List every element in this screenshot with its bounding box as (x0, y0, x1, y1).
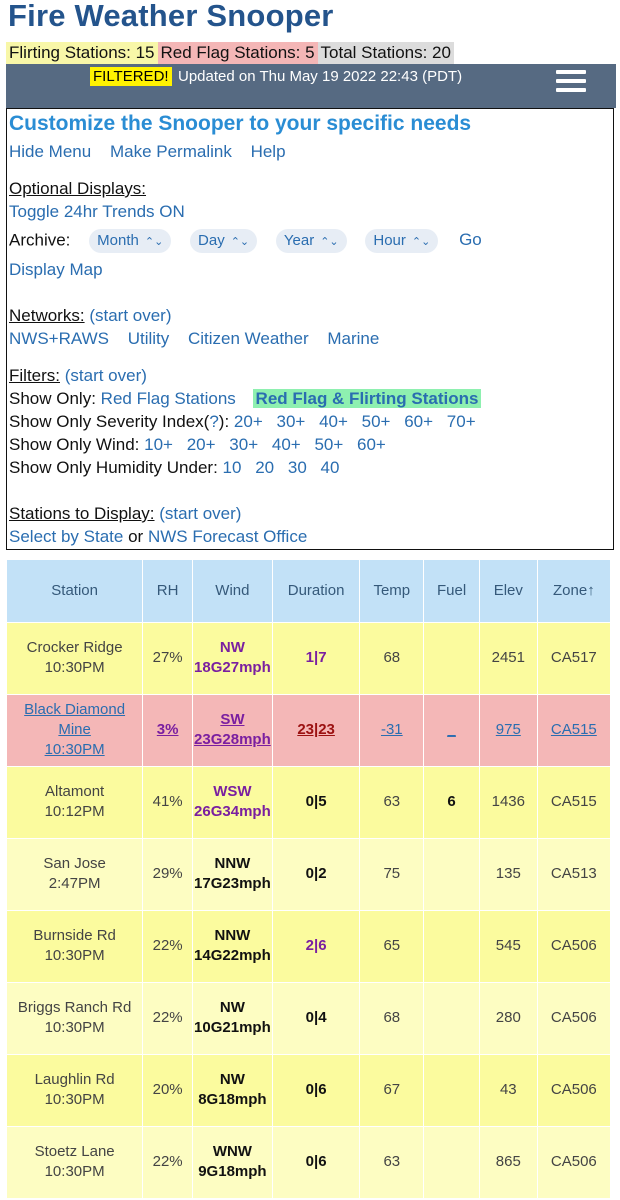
duration-cell (272, 1054, 360, 1126)
elev-value[interactable]: 975 (495, 721, 521, 738)
station-name: Laughlin Rd (34, 1071, 115, 1088)
humidity-40-link[interactable]: 40 (320, 458, 340, 477)
wind-speed: 26G34mph (194, 803, 271, 820)
duration-value[interactable]: 23|23 (297, 721, 335, 738)
red-flag-count: Red Flag Stations: 5 (158, 42, 318, 64)
network-nws-raws-link[interactable]: NWS+RAWS (9, 329, 109, 348)
station-time: 10:30PM (44, 947, 105, 964)
rh-value: 22% (152, 1009, 183, 1026)
severity-20-link[interactable]: 20+ (233, 412, 263, 431)
nws-forecast-office-link[interactable]: NWS Forecast Office (147, 527, 308, 546)
station-cell (7, 694, 143, 766)
networks-label: Networks: (9, 306, 85, 325)
station-counts (6, 42, 454, 64)
fuel-cell (424, 1126, 480, 1198)
stations-table (6, 560, 610, 1198)
networks-heading-row (9, 305, 172, 327)
station-cell (7, 910, 143, 982)
fuel-cell (424, 622, 480, 694)
or-text: or (128, 527, 144, 546)
duration-value: 0|5 (305, 793, 327, 810)
elev-value: 2451 (491, 649, 525, 666)
top-bar (6, 64, 616, 108)
temp-value: 68 (383, 1009, 401, 1026)
zone-cell (537, 838, 610, 910)
duration-value: 1|7 (305, 649, 327, 666)
page-title: Fire Weather Snooper (8, 0, 334, 33)
wind-speed: 10G21mph (194, 1019, 271, 1036)
duration-cell (272, 1126, 360, 1198)
humidity-row (9, 457, 339, 479)
wind-cell (193, 838, 273, 910)
col-rh[interactable]: RH (143, 560, 193, 622)
wind-cell (193, 1054, 273, 1126)
station-name-link[interactable]: Black Diamond Mine (24, 701, 126, 738)
temp-cell (360, 838, 424, 910)
rh-cell (143, 622, 193, 694)
fuel-cell (424, 694, 480, 766)
wind-20-link[interactable]: 20+ (186, 435, 216, 454)
duration-value: 0|4 (305, 1009, 327, 1026)
select-by-state-link[interactable]: Select by State (9, 527, 124, 546)
station-time: 10:30PM (44, 1091, 105, 1108)
total-count: Total Stations: 20 (318, 42, 454, 64)
station-name: San Jose (43, 855, 106, 872)
temp-cell (360, 982, 424, 1054)
table-row[interactable] (7, 694, 611, 766)
wind-cell (193, 982, 273, 1054)
wind-cell (193, 1126, 273, 1198)
rh-cell (143, 766, 193, 838)
wind-direction[interactable]: SW (220, 711, 245, 728)
table-header-row (7, 560, 611, 622)
wind-speed: 18G27mph (194, 659, 271, 676)
humidity-30-link[interactable]: 30 (287, 458, 307, 477)
wind-direction: NW (219, 999, 245, 1016)
table-row[interactable] (7, 1054, 611, 1126)
elev-cell (479, 982, 537, 1054)
zone-cell (537, 910, 610, 982)
zone-value: CA515 (550, 793, 597, 810)
updated-timestamp: Updated on Thu May 19 2022 22:43 (PDT) (178, 68, 463, 85)
rh-cell (143, 982, 193, 1054)
station-time: 10:30PM (44, 1019, 105, 1036)
show-only-label: Show Only: (9, 389, 96, 408)
duration-cell (272, 838, 360, 910)
elev-value: 280 (495, 1009, 521, 1026)
severity-label: Show Only Severity Index( (9, 412, 210, 431)
wind-speed[interactable]: 23G28mph (194, 731, 271, 748)
elev-cell (479, 838, 537, 910)
stations-select-row (9, 526, 307, 548)
fuel-value: 6 (447, 793, 456, 810)
zone-cell (537, 622, 610, 694)
table-row[interactable] (7, 982, 611, 1054)
wind-10-link[interactable]: 10+ (144, 435, 173, 454)
wind-cell (193, 766, 273, 838)
archive-go-link[interactable]: Go (459, 230, 482, 250)
filters-heading-row (9, 365, 147, 387)
elev-cell (479, 622, 537, 694)
wind-speed: 9G18mph (198, 1163, 267, 1181)
zone-value: CA506 (550, 1081, 597, 1098)
severity-60-link[interactable]: 60+ (404, 412, 434, 431)
rh-cell (143, 910, 193, 982)
networks-start-over-link[interactable]: (start over) (89, 306, 172, 325)
zone-value: CA513 (550, 865, 597, 882)
station-time[interactable]: 10:30PM (44, 741, 105, 758)
fuel-cell (424, 982, 480, 1054)
duration-cell (272, 910, 360, 982)
severity-40-link[interactable]: 40+ (319, 412, 348, 431)
elev-value: 545 (495, 937, 521, 954)
archive-row (9, 229, 482, 253)
zone-value: CA506 (550, 937, 597, 954)
rh-cell (143, 838, 193, 910)
col-wind[interactable]: Wind (193, 560, 273, 622)
station-cell (7, 838, 143, 910)
station-time: 10:12PM (44, 803, 105, 820)
network-marine-link[interactable]: Marine (327, 329, 380, 348)
table-row[interactable] (7, 622, 611, 694)
duration-value: 2|6 (305, 937, 327, 954)
humidity-label: Show Only Humidity Under: (9, 458, 218, 477)
duration-cell (272, 622, 360, 694)
customize-panel (6, 108, 614, 550)
elev-cell (479, 694, 537, 766)
station-cell (7, 622, 143, 694)
rh-cell (143, 694, 193, 766)
wind-50-link[interactable]: 50+ (314, 435, 344, 454)
col-station[interactable]: Station (7, 560, 143, 622)
archive-label: Archive: (9, 230, 71, 250)
temp-value: 63 (383, 793, 401, 810)
wind-direction: NW (219, 1071, 245, 1088)
menu-links-row (9, 141, 286, 163)
severity-row (9, 411, 476, 433)
help-link[interactable]: Help (250, 142, 286, 161)
network-citizen-weather-link[interactable]: Citizen Weather (188, 329, 309, 348)
table-row[interactable] (7, 838, 611, 910)
severity-70-link[interactable]: 70+ (446, 412, 476, 431)
station-name: Burnside Rd (33, 927, 116, 944)
fuel-value[interactable]: _ (447, 721, 456, 738)
rh-value: 27% (152, 649, 183, 666)
elev-value: 865 (495, 1153, 521, 1171)
humidity-20-link[interactable]: 20 (255, 458, 275, 477)
wind-cell (193, 910, 273, 982)
table-row[interactable] (7, 910, 611, 982)
zone-value[interactable]: CA515 (550, 721, 597, 738)
duration-value: 0|6 (305, 1081, 327, 1098)
temp-value: 67 (383, 1081, 401, 1098)
red-flag-flirting-link[interactable]: Red Flag & Flirting Stations (253, 389, 482, 408)
network-utility-link[interactable]: Utility (127, 329, 170, 348)
station-name: Stoetz Lane (34, 1143, 115, 1161)
filters-start-over-link[interactable]: (start over) (64, 366, 147, 385)
station-name: Altamont (45, 783, 105, 800)
rh-cell (143, 1054, 193, 1126)
rh-value: 41% (152, 793, 183, 810)
rh-value: 22% (152, 937, 183, 954)
month-select[interactable]: Month ⌃⌄ (89, 229, 171, 253)
temp-cell (360, 910, 424, 982)
wind-direction: WSW (213, 783, 252, 800)
wind-direction: NNW (214, 927, 251, 944)
humidity-10-link[interactable]: 10 (222, 458, 242, 477)
severity-30-link[interactable]: 30+ (276, 412, 306, 431)
zone-cell (537, 1126, 610, 1198)
filtered-badge: FILTERED! (90, 67, 172, 86)
col-zone[interactable]: Zone↑ (537, 560, 610, 622)
station-name: Briggs Ranch Rd (17, 999, 132, 1016)
wind-speed: 14G22mph (194, 947, 271, 964)
show-only-row (9, 388, 481, 410)
year-select[interactable]: Year ⌃⌄ (276, 229, 347, 253)
station-cell (7, 982, 143, 1054)
display-map-link[interactable]: Display Map (9, 260, 103, 279)
networks-row (9, 328, 379, 350)
fuel-cell (424, 1054, 480, 1126)
elev-cell (479, 766, 537, 838)
day-select[interactable]: Day ⌃⌄ (190, 229, 257, 253)
rh-cell (143, 1126, 193, 1198)
station-time: 2:47PM (48, 875, 101, 892)
temp-cell (360, 1126, 424, 1198)
chevron-updown-icon: ⌃⌄ (411, 236, 431, 248)
temp-cell (360, 1054, 424, 1126)
wind-speed: 8G18mph (198, 1091, 267, 1108)
duration-cell (272, 766, 360, 838)
rh-value[interactable]: 3% (156, 721, 179, 738)
zone-value: CA506 (550, 1153, 597, 1171)
wind-direction: NW (219, 639, 245, 656)
make-permalink-link[interactable]: Make Permalink (109, 142, 232, 161)
temp-value: 65 (383, 937, 401, 954)
temp-value[interactable]: -31 (380, 721, 403, 738)
duration-cell (272, 982, 360, 1054)
wind-label: Show Only Wind: (9, 435, 140, 454)
hide-menu-link[interactable]: Hide Menu (9, 142, 92, 161)
wind-40-link[interactable]: 40+ (271, 435, 301, 454)
severity-50-link[interactable]: 50+ (361, 412, 391, 431)
fuel-cell (424, 910, 480, 982)
elev-value: 135 (495, 865, 521, 882)
hour-select[interactable]: Hour ⌃⌄ (365, 229, 438, 253)
temp-value: 75 (383, 865, 401, 882)
temp-value: 63 (383, 1153, 401, 1171)
zone-cell (537, 766, 610, 838)
elev-value: 43 (499, 1081, 517, 1098)
station-cell (7, 1054, 143, 1126)
duration-cell (272, 694, 360, 766)
severity-label-end: ): (218, 412, 230, 431)
col-elev[interactable]: Elev (479, 560, 537, 622)
wind-cell (193, 622, 273, 694)
duration-value: 0|2 (305, 865, 327, 882)
stations-to-display-label: Stations to Display: (9, 504, 155, 523)
elev-cell (479, 1054, 537, 1126)
severity-help-link[interactable]: ? (209, 412, 219, 431)
toggle-trends-link[interactable]: Toggle 24hr Trends ON (9, 202, 185, 221)
temp-cell (360, 622, 424, 694)
hamburger-menu-icon[interactable] (556, 70, 586, 94)
temp-cell (360, 766, 424, 838)
rh-value: 29% (152, 865, 183, 882)
col-duration[interactable]: Duration (272, 560, 360, 622)
optional-displays-heading: Optional Displays: (9, 179, 147, 198)
fuel-cell (424, 766, 480, 838)
panel-heading: Customize the Snooper to your specific needs (9, 112, 472, 135)
wind-direction: NNW (214, 855, 251, 872)
wind-60-link[interactable]: 60+ (357, 435, 386, 454)
chevron-updown-icon: ⌃⌄ (230, 236, 250, 248)
elev-cell (479, 1126, 537, 1198)
wind-cell (193, 694, 273, 766)
zone-value: CA517 (550, 649, 597, 666)
rh-value: 22% (152, 1153, 183, 1171)
wind-30-link[interactable]: 30+ (229, 435, 259, 454)
wind-row (9, 434, 386, 456)
temp-cell (360, 694, 424, 766)
flirting-count: Flirting Stations: 15 (6, 42, 158, 64)
fuel-cell (424, 838, 480, 910)
chevron-updown-icon: ⌃⌄ (144, 236, 164, 248)
zone-value: CA506 (550, 1009, 597, 1026)
station-name: Crocker Ridge (26, 639, 123, 656)
temp-value: 68 (383, 649, 401, 666)
wind-direction: WNW (212, 1143, 252, 1161)
zone-cell (537, 1054, 610, 1126)
station-cell (7, 766, 143, 838)
zone-cell (537, 694, 610, 766)
filters-label: Filters: (9, 366, 60, 385)
rh-value: 20% (152, 1081, 183, 1098)
table-row[interactable] (7, 766, 611, 838)
stations-start-over-link[interactable]: (start over) (159, 504, 242, 523)
zone-cell (537, 982, 610, 1054)
col-fuel[interactable]: Fuel (424, 560, 480, 622)
red-flag-stations-link[interactable]: Red Flag Stations (100, 389, 236, 408)
station-time: 10:30PM (44, 659, 105, 676)
stations-heading-row (9, 503, 241, 525)
wind-speed: 17G23mph (194, 875, 271, 892)
table-row[interactable] (7, 1126, 611, 1198)
station-cell (7, 1126, 143, 1198)
duration-value: 0|6 (305, 1153, 327, 1171)
elev-value: 1436 (491, 793, 525, 810)
col-temp[interactable]: Temp (360, 560, 424, 622)
elev-cell (479, 910, 537, 982)
station-time: 10:30PM (44, 1163, 105, 1181)
chevron-updown-icon: ⌃⌄ (320, 236, 339, 248)
